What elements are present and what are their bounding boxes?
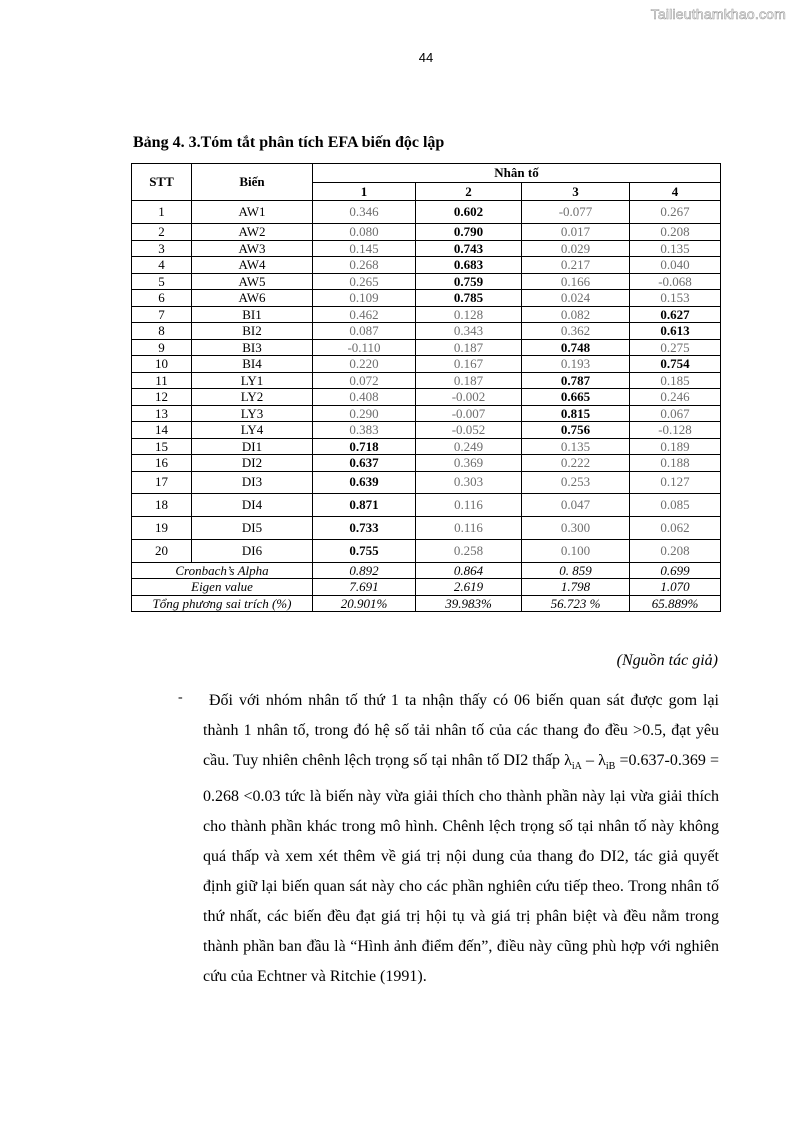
cell-loading-factor-3: 0.665 [522,389,630,406]
cell-loading-factor-3: -0.077 [522,201,630,224]
cell-loading-factor-3: 0.787 [522,372,630,389]
paragraph-part-3: =0.637-0.369 = 0.268 <0.03 tức là biến này vừa giải thích cho thành phần này lại vừa giải thích cho thành phần khác trong mô hình. Chênh lệch trọng số tại nhân tố này không quá thấp và xem xét thêm về giá trị nội dung của thang đo DI2, tác giả quyết định giữ lại biến quan sát này cho các phần nghiên cứu tiếp theo. Trong nhân tố thứ nhất, các biến đều đạt giá trị hội tụ và giá trị phân biệt và đều nằm trong thành phần ban đầu là “Hình ảnh điểm đến”, điều này cũng phù hợp với nghiên cứu của Echtner và Ritchie (1991). [203,752,720,986]
cell-loading-factor-2: 0.743 [416,240,522,257]
footer-value-2: 0.864 [416,562,522,579]
cell-bien: AW1 [192,201,313,224]
paragraph-part-2: – λ [581,752,606,769]
cell-loading-factor-4: 0.246 [630,389,721,406]
cell-bien: DI1 [192,438,313,455]
cell-loading-factor-1: 0.290 [313,405,416,422]
table-row [132,516,721,539]
cell-loading-factor-3: 0.815 [522,405,630,422]
cell-stt: 6 [132,290,192,307]
footer-value-2: 2.619 [416,579,522,596]
table-row [132,224,721,241]
cell-loading-factor-2: 0.187 [416,372,522,389]
cell-loading-factor-2: 0.759 [416,273,522,290]
cell-loading-factor-4: -0.128 [630,422,721,439]
cell-stt: 11 [132,372,192,389]
cell-loading-factor-4: 0.067 [630,405,721,422]
cell-bien: AW3 [192,240,313,257]
table-row [132,405,721,422]
table-body [132,201,721,563]
table-row [132,290,721,307]
header-nhan-to: Nhân tố [313,164,721,183]
table-row [132,323,721,340]
cell-stt: 1 [132,201,192,224]
cell-stt: 8 [132,323,192,340]
cell-loading-factor-1: 0.408 [313,389,416,406]
cell-loading-factor-3: 0.024 [522,290,630,307]
cell-loading-factor-3: 0.217 [522,257,630,274]
cell-loading-factor-1: 0.871 [313,493,416,516]
cell-loading-factor-1: 0.109 [313,290,416,307]
cell-stt: 15 [132,438,192,455]
cell-bien: AW6 [192,290,313,307]
cell-loading-factor-3: 0.082 [522,306,630,323]
cell-loading-factor-1: 0.462 [313,306,416,323]
cell-loading-factor-1: 0.718 [313,438,416,455]
table-row [132,471,721,493]
cell-loading-factor-1: 0.755 [313,539,416,562]
cell-loading-factor-3: 0.047 [522,493,630,516]
cell-loading-factor-4: 0.040 [630,257,721,274]
cell-bien: AW2 [192,224,313,241]
cell-loading-factor-1: 0.220 [313,356,416,373]
cell-loading-factor-2: 0.343 [416,323,522,340]
table-row [132,372,721,389]
table-row [132,306,721,323]
table-row [132,257,721,274]
cell-loading-factor-1: 0.733 [313,516,416,539]
header-factor-2: 2 [416,182,522,201]
table-row [132,356,721,373]
cell-loading-factor-2: -0.002 [416,389,522,406]
cell-loading-factor-2: 0.128 [416,306,522,323]
cell-loading-factor-2: 0.790 [416,224,522,241]
header-stt: STT [132,164,192,201]
table-row [132,389,721,406]
footer-row [132,562,721,579]
cell-bien: LY4 [192,422,313,439]
footer-label: Eigen value [132,579,313,596]
cell-loading-factor-3: 0.193 [522,356,630,373]
cell-bien: DI6 [192,539,313,562]
cell-bien: DI5 [192,516,313,539]
cell-loading-factor-1: 0.637 [313,455,416,472]
cell-loading-factor-2: 0.187 [416,339,522,356]
table-row [132,339,721,356]
cell-stt: 14 [132,422,192,439]
cell-loading-factor-4: 0.754 [630,356,721,373]
cell-loading-factor-3: 0.756 [522,422,630,439]
cell-loading-factor-4: 0.127 [630,471,721,493]
cell-bien: LY1 [192,372,313,389]
cell-loading-factor-2: 0.167 [416,356,522,373]
cell-loading-factor-2: 0.258 [416,539,522,562]
cell-stt: 13 [132,405,192,422]
cell-bien: DI3 [192,471,313,493]
cell-loading-factor-2: 0.369 [416,455,522,472]
cell-loading-factor-1: 0.072 [313,372,416,389]
footer-row [132,595,721,612]
cell-loading-factor-4: 0.153 [630,290,721,307]
cell-bien: LY3 [192,405,313,422]
cell-stt: 17 [132,471,192,493]
cell-loading-factor-4: 0.627 [630,306,721,323]
footer-value-1: 7.691 [313,579,416,596]
cell-bien: AW5 [192,273,313,290]
cell-stt: 7 [132,306,192,323]
cell-loading-factor-3: 0.029 [522,240,630,257]
cell-loading-factor-4: 0.208 [630,539,721,562]
header-factor-3: 3 [522,182,630,201]
cell-loading-factor-2: 0.116 [416,493,522,516]
cell-loading-factor-2: -0.052 [416,422,522,439]
cell-loading-factor-2: 0.116 [416,516,522,539]
page-number: 44 [418,50,434,65]
cell-loading-factor-3: 0.300 [522,516,630,539]
cell-loading-factor-4: 0.135 [630,240,721,257]
cell-loading-factor-4: 0.275 [630,339,721,356]
cell-loading-factor-3: 0.135 [522,438,630,455]
cell-bien: DI4 [192,493,313,516]
cell-loading-factor-3: 0.166 [522,273,630,290]
cell-bien: BI2 [192,323,313,340]
cell-loading-factor-3: 0.748 [522,339,630,356]
table-row [132,455,721,472]
cell-loading-factor-4: 0.208 [630,224,721,241]
cell-stt: 20 [132,539,192,562]
lambda-subscript-a: iA [571,761,582,773]
cell-loading-factor-1: 0.383 [313,422,416,439]
header-factor-4: 4 [630,182,721,201]
cell-loading-factor-3: 0.100 [522,539,630,562]
header-bien: Biến [192,164,313,201]
cell-loading-factor-4: 0.085 [630,493,721,516]
cell-loading-factor-4: 0.189 [630,438,721,455]
cell-stt: 19 [132,516,192,539]
cell-loading-factor-1: 0.639 [313,471,416,493]
cell-loading-factor-2: 0.249 [416,438,522,455]
cell-bien: BI1 [192,306,313,323]
cell-bien: DI2 [192,455,313,472]
footer-row [132,579,721,596]
footer-value-3: 56.723 % [522,595,630,612]
footer-label: Tổng phương sai trích (%) [132,595,313,612]
cell-loading-factor-4: 0.613 [630,323,721,340]
cell-loading-factor-1: 0.080 [313,224,416,241]
footer-value-1: 20.901% [313,595,416,612]
cell-loading-factor-2: 0.785 [416,290,522,307]
cell-loading-factor-4: 0.062 [630,516,721,539]
paragraph-part-1: Đối với nhóm nhân tố thứ 1 ta nhận thấy có 06 biến quan sát được gom lại thành 1 nhân tố, trong đó hệ số tải nhân tố của các thang đo đều >0.5, đạt yêu cầu. Tuy nhiên chênh lệch trọng số tại nhân tố DI2 thấp λ [203,692,719,769]
cell-bien: BI3 [192,339,313,356]
footer-value-1: 0.892 [313,562,416,579]
cell-stt: 3 [132,240,192,257]
cell-loading-factor-4: -0.068 [630,273,721,290]
cell-loading-factor-2: -0.007 [416,405,522,422]
efa-table [131,163,721,612]
body-paragraph [203,686,719,992]
lambda-subscript-b: iB [605,761,616,773]
cell-stt: 18 [132,493,192,516]
table-title: Bảng 4. 3.Tóm tắt phân tích EFA biến độc lập [133,134,445,151]
cell-bien: LY2 [192,389,313,406]
cell-stt: 10 [132,356,192,373]
table-row [132,273,721,290]
cell-stt: 4 [132,257,192,274]
bullet-marker: - [178,690,183,705]
cell-stt: 2 [132,224,192,241]
table-row [132,539,721,562]
cell-loading-factor-4: 0.267 [630,201,721,224]
footer-label: Cronbach’s Alpha [132,562,313,579]
cell-stt: 16 [132,455,192,472]
watermark: Tailieuthamkhao.com [650,6,786,22]
table-footer [132,562,721,612]
cell-loading-factor-3: 0.017 [522,224,630,241]
cell-loading-factor-1: 0.268 [313,257,416,274]
cell-loading-factor-3: 0.362 [522,323,630,340]
cell-stt: 5 [132,273,192,290]
cell-loading-factor-1: 0.145 [313,240,416,257]
cell-loading-factor-2: 0.303 [416,471,522,493]
cell-stt: 9 [132,339,192,356]
cell-loading-factor-4: 0.188 [630,455,721,472]
cell-loading-factor-3: 0.222 [522,455,630,472]
table-row [132,422,721,439]
source-note: (Nguồn tác giả) [616,652,718,669]
table-row [132,438,721,455]
cell-loading-factor-4: 0.185 [630,372,721,389]
cell-stt: 12 [132,389,192,406]
cell-loading-factor-1: 0.265 [313,273,416,290]
cell-loading-factor-2: 0.683 [416,257,522,274]
footer-value-3: 1.798 [522,579,630,596]
cell-loading-factor-1: -0.110 [313,339,416,356]
cell-loading-factor-1: 0.087 [313,323,416,340]
cell-loading-factor-1: 0.346 [313,201,416,224]
table-row [132,493,721,516]
footer-value-4: 0.699 [630,562,721,579]
footer-value-3: 0. 859 [522,562,630,579]
cell-loading-factor-3: 0.253 [522,471,630,493]
footer-value-4: 65.889% [630,595,721,612]
footer-value-2: 39.983% [416,595,522,612]
cell-loading-factor-2: 0.602 [416,201,522,224]
header-factor-1: 1 [313,182,416,201]
cell-bien: BI4 [192,356,313,373]
table-row [132,240,721,257]
table-row [132,201,721,224]
footer-value-4: 1.070 [630,579,721,596]
cell-bien: AW4 [192,257,313,274]
